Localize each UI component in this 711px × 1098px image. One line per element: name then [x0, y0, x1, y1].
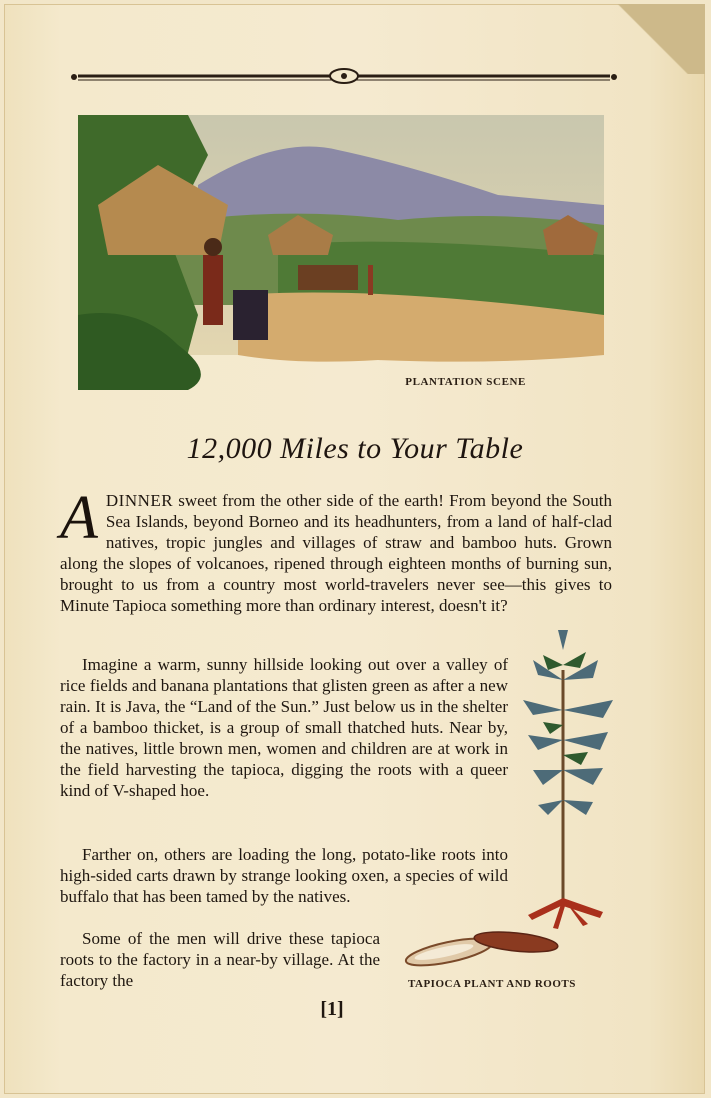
paragraph-1 [60, 484, 612, 616]
plantation-scene-caption: PLANTATION SCENE [405, 376, 526, 388]
paragraph-2: Imagine a warm, sunny hillside looking out over a valley of rice fields and banana plantations that glisten green as after a new rain. It is Java, the “Land of the Sun.” Just below us in the shelter of a bamboo thicket, is a group of small thatched huts. Near by, the natives, little brown men, women and children are at work in the field harvesting the tapioca, digging the roots with a queer kind of V-shaped hoe. [60, 655, 508, 800]
paragraph-4: Some of the men will drive these tapioca roots to the factory in a near-by village. At the factory the [60, 929, 380, 990]
tapioca-plant-caption: TAPIOCA PLANT AND ROOTS [408, 978, 576, 990]
page-title: 12,000 Miles to Your Table [186, 432, 524, 465]
drop-cap: A [60, 484, 98, 552]
page-number: [1] [320, 998, 344, 1020]
paragraph-1-lead: DINNER [105, 491, 174, 510]
plantation-scene-illustration [78, 115, 604, 390]
tapioca-roots-illustration [404, 920, 564, 972]
tapioca-plant-illustration [518, 630, 618, 930]
ornamental-rule [68, 66, 620, 86]
worn-corner [595, 4, 705, 74]
paragraph-1-text: sweet from the other side of the earth! From beyond the South Sea Islands, beyond Borneo and its headhunters, from a land of half-clad natives, tropic jungles and villages of straw and bamboo huts. Grown along the slopes of volcanoes, ripened through eighteen months of burning sun, brought to us from a country most world-travelers never see—this gives to Minute Tapioca something more than ordinary interest, doesn't it? [60, 491, 612, 615]
paragraph-3: Farther on, others are loading the long, potato-like roots into high-sided carts drawn by strange looking oxen, a species of wild buffalo that has been tamed by the natives. [60, 845, 508, 906]
